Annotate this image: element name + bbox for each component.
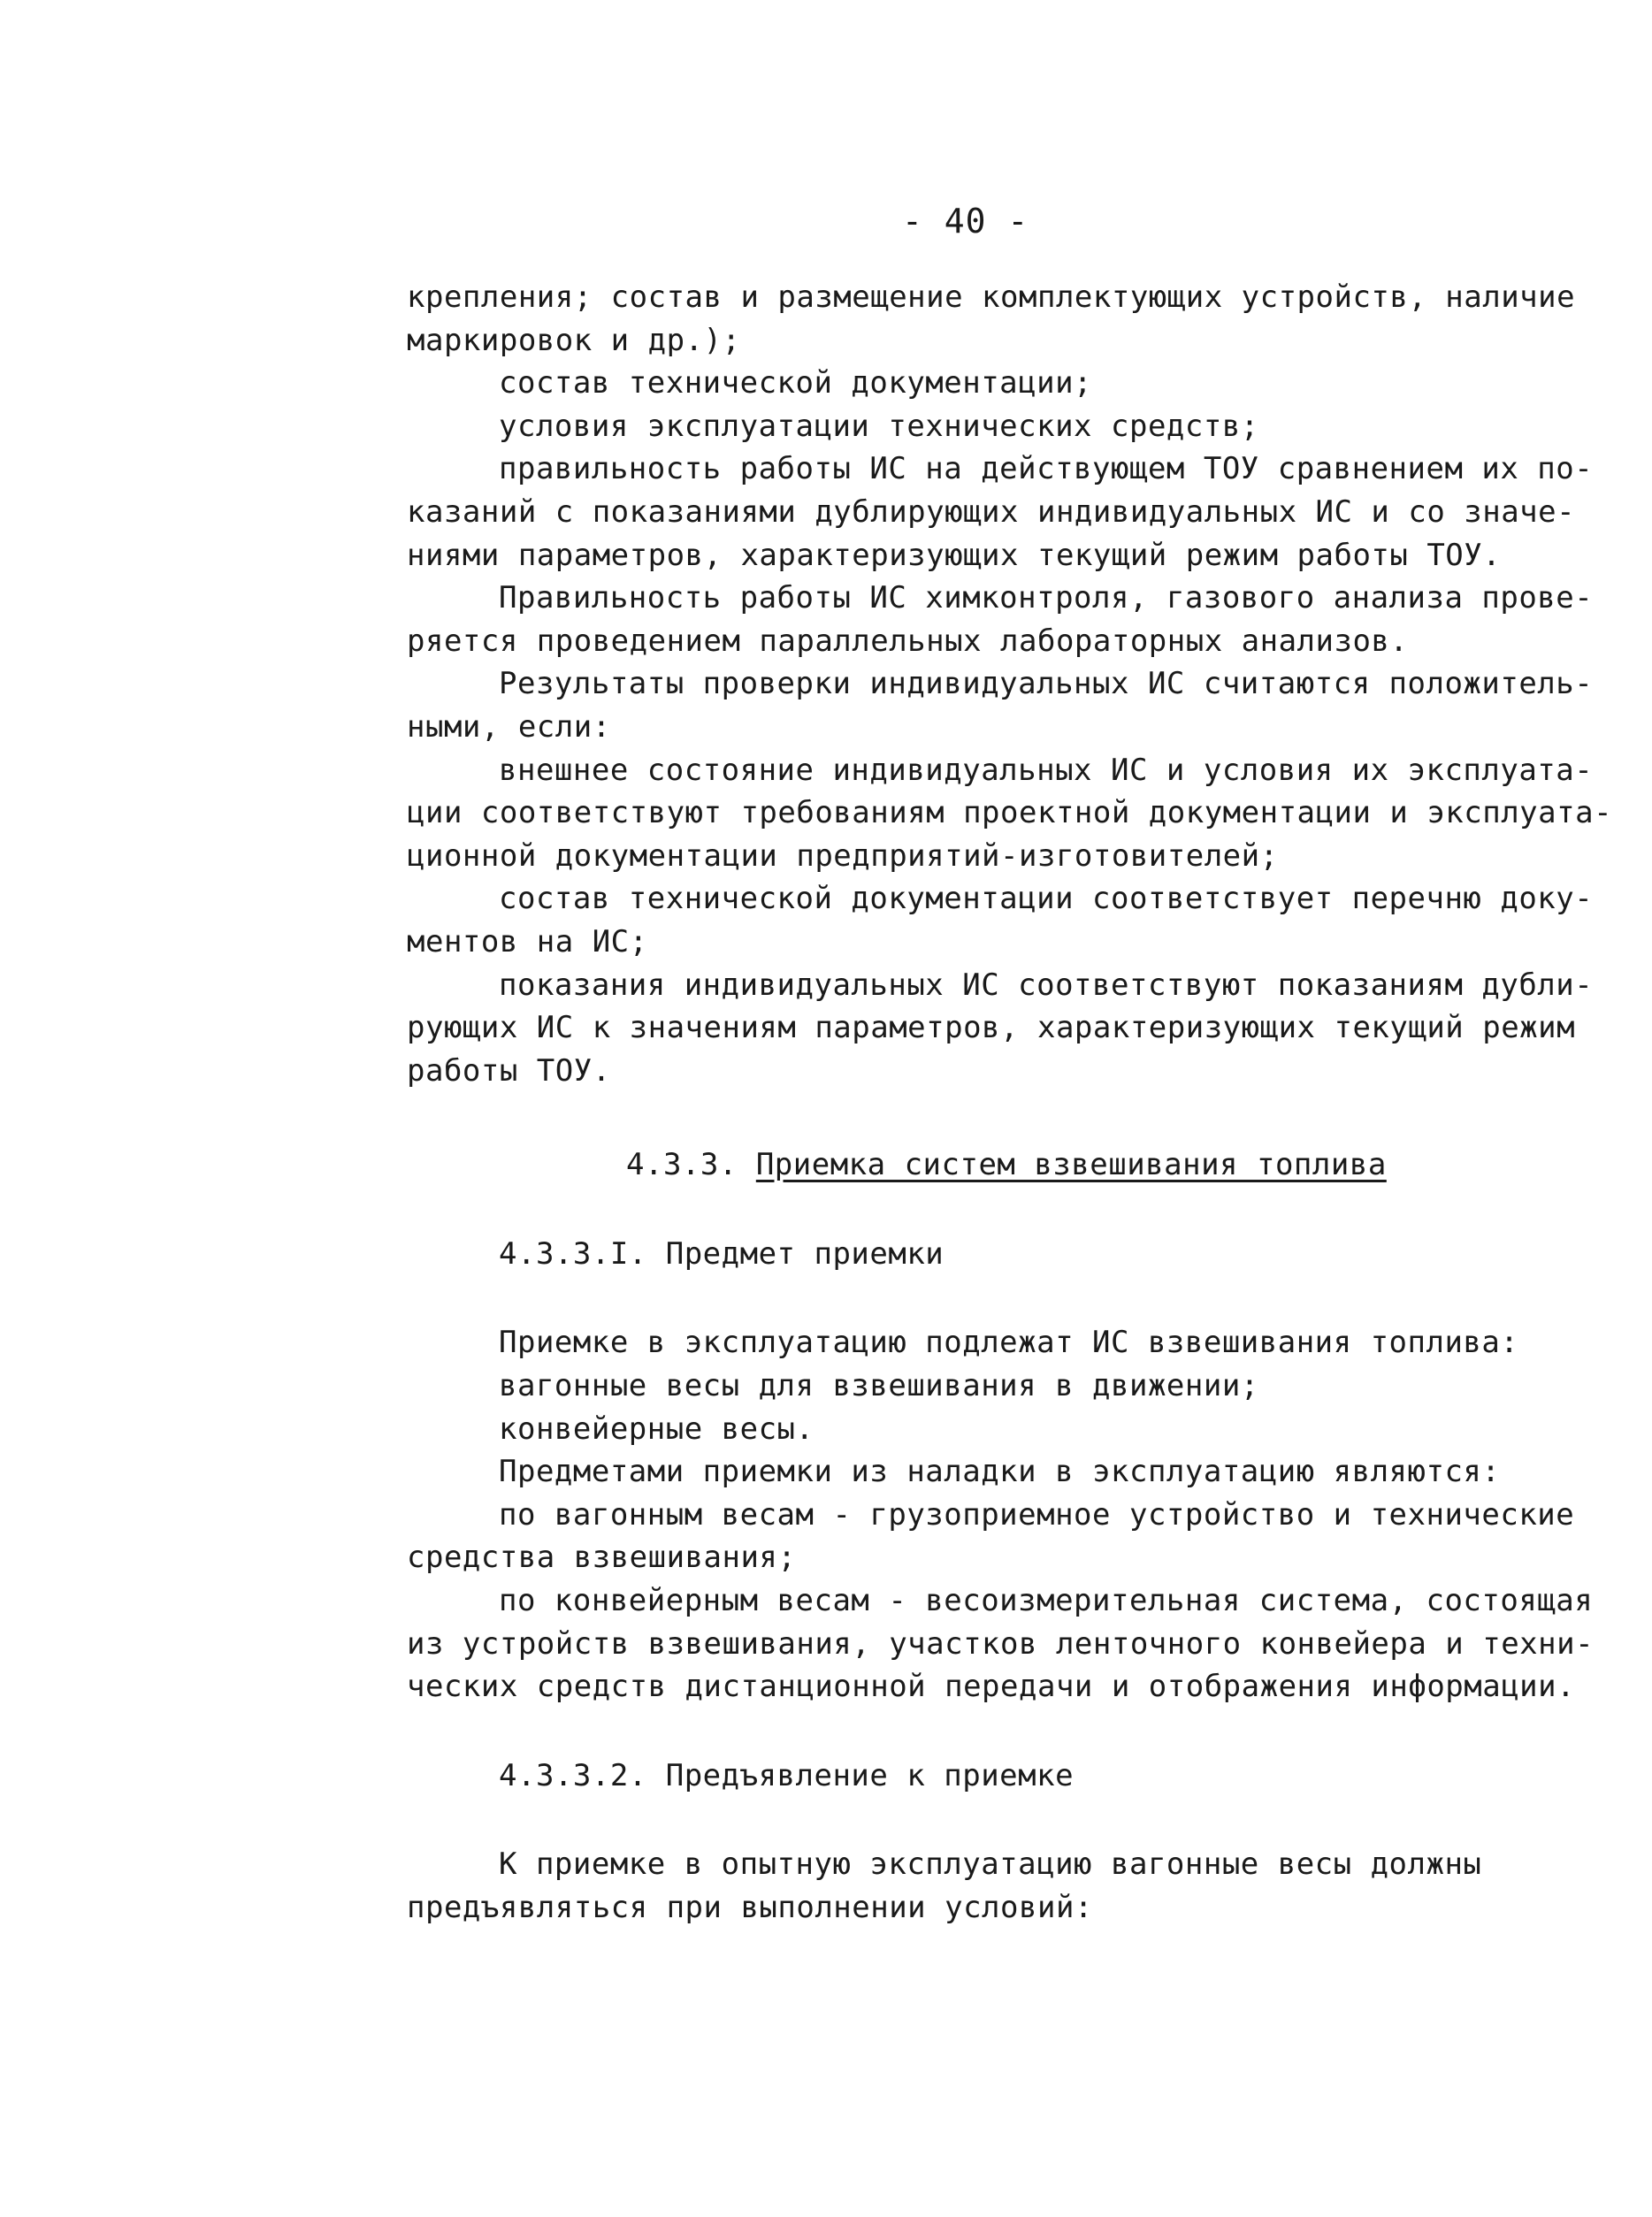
- text-line: правильность работы ИС на действующем ТОУ сравнением их по-: [499, 451, 1594, 487]
- text-line: предъявляться при выполнении условий:: [407, 1890, 1093, 1925]
- text-line: Правильность работы ИС химконтроля, газового анализа прове-: [499, 580, 1594, 616]
- text-line: конвейерные весы.: [499, 1410, 815, 1447]
- text-line: ниями параметров, характеризующих текущий режим работы ТОУ.: [407, 537, 1502, 573]
- text-line: условия эксплуатации технических средств;: [499, 408, 1259, 444]
- subsection-heading: 4.3.3.2. Предъявление к приемке: [499, 1757, 1075, 1793]
- text-line: вагонные весы для взвешивания в движении;: [499, 1368, 1259, 1404]
- text-line: из устройств взвешивания, участков ленточного конвейера и техни-: [407, 1625, 1595, 1662]
- text-line: средства взвешивания;: [407, 1540, 797, 1576]
- text-line: ционной документации предприятий-изготовителей;: [407, 837, 1279, 874]
- text-line: ции соответствуют требованиям проектной документации и эксплуата-: [407, 795, 1613, 831]
- text-line: казаний с показаниями дублирующих индивидуальных ИС и со значе-: [407, 493, 1576, 530]
- text-line: Результаты проверки индивидуальных ИС считаются положитель-: [499, 666, 1594, 702]
- text-line: состав технической документации;: [499, 365, 1093, 401]
- text-line: ными, если:: [407, 708, 611, 745]
- text-line: показания индивидуальных ИС соответствуют показаниям дубли-: [499, 967, 1594, 1003]
- text-line: состав технической документации соответствует перечню доку-: [499, 881, 1594, 917]
- text-line: по конвейерным весам - весоизмерительная система, состоящая: [499, 1583, 1594, 1619]
- text-line: маркировок и др.);: [407, 322, 741, 358]
- text-line: крепления; состав и размещение комплектующих устройств, наличие: [407, 279, 1576, 315]
- text-line: Приемке в эксплуатацию подлежат ИС взвешивания топлива:: [499, 1325, 1519, 1361]
- section-number: 4.3.3.: [626, 1147, 738, 1183]
- text-line: рующих ИС к значениям параметров, характеризующих текущий режим: [407, 1010, 1576, 1046]
- text-line: ческих средств дистанционной передачи и отображения информации.: [407, 1669, 1576, 1705]
- text-line: Предметами приемки из наладки в эксплуатацию являются:: [499, 1454, 1501, 1490]
- text-line: внешнее состояние индивидуальных ИС и условия их эксплуата-: [499, 752, 1594, 788]
- text-line: работы ТОУ.: [407, 1052, 611, 1089]
- text-line: ментов на ИС;: [407, 923, 648, 959]
- section-title: Приемка систем взвешивания топлива: [755, 1147, 1387, 1183]
- subsection-heading: 4.3.3.I. Предмет приемки: [499, 1235, 945, 1272]
- document-body: [407, 276, 1613, 1930]
- text-line: ряется проведением параллельных лабораторных анализов.: [407, 623, 1409, 659]
- page-number: - 40 -: [902, 202, 1029, 241]
- section-heading: [407, 1143, 1556, 1187]
- text-line: по вагонным весам - грузоприемное устройство и технические: [499, 1496, 1575, 1533]
- text-line: К приемке в опытную эксплуатацию вагонные весы должны: [499, 1846, 1482, 1883]
